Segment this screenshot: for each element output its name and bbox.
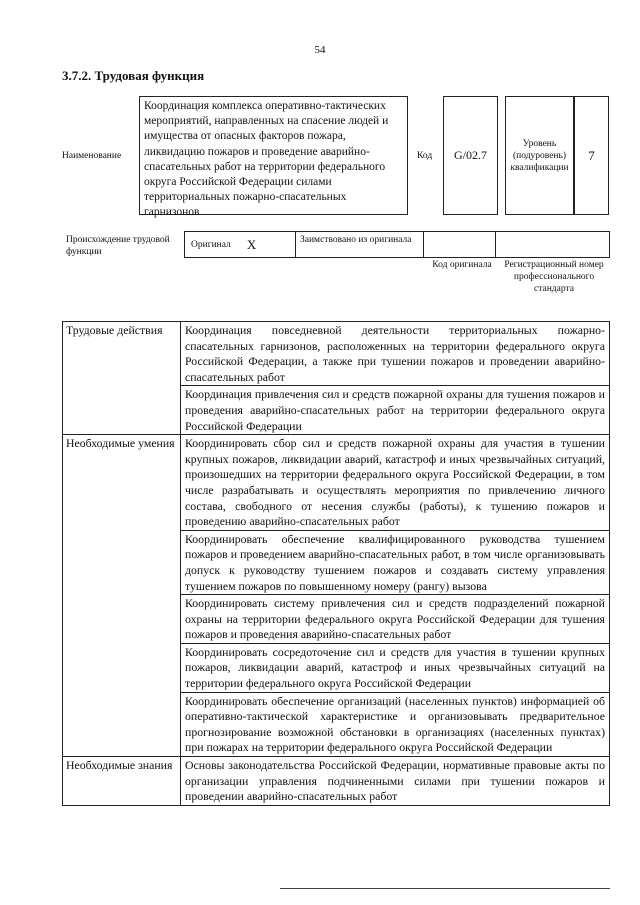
level-label: Уровень (подуровень) квалификации [505, 96, 574, 215]
section-label: Необходимые умения [63, 435, 181, 757]
function-table [62, 321, 610, 806]
table-row [63, 322, 610, 386]
reg-number-caption: Регистрационный номер профессионального стандарта [504, 260, 604, 294]
section-label: Трудовые действия [63, 322, 181, 435]
name-label: Наименование [62, 151, 122, 161]
bottom-rule [280, 888, 610, 889]
origin-label: Происхождение трудовой функции [66, 235, 170, 257]
reg-number-cell [496, 231, 610, 258]
origin-row [184, 231, 610, 258]
original-label: Оригинал [191, 239, 231, 250]
table-row [63, 435, 610, 531]
original-cell [184, 231, 296, 258]
table-cell: Координировать систему привлечения сил и средств подразделений пожарной охраны на территории федерального округа Российской Федерации для тушения пожаров и проведения аварийно-спасательных работ [181, 595, 610, 644]
function-name-box: Координация комплекса оперативно-тактических мероприятий, направленных на спасение людей и имущества от опасных факторов пожара, ликвидацию пожаров и проведение аварийно-спасательных работ на территории федерального округа Российской Федерации силами территориальных пожарно-спасательных гарнизонов [139, 96, 408, 215]
page-number: 54 [314, 44, 326, 56]
table-cell: Координировать обеспечение квалифицированного руководства тушением пожаров и проведением аварийно-спасательных работ, в том числе организовывать допуск к руководству тушением пожаров и создавать систему управления тушением пожаров по повышенному номеру (рангу) вызова [181, 530, 610, 594]
table-row [63, 757, 610, 806]
table-cell: Координация привлечения сил и средств пожарной охраны для тушения пожаров и проведения аварийно-спасательных работ на территории федерального округа Российской Федерации [181, 386, 610, 435]
original-mark: X [246, 236, 257, 252]
code-original-cell [424, 231, 496, 258]
table-cell: Координация повседневной деятельности территориальных пожарно-спасательных гарнизонов, расположенных на территории федерального округа Российской Федерации, а также при тушении пожаров и проведении аварийно-спасательных работ [181, 322, 610, 386]
table-cell: Основы законодательства Российской Федерации, нормативные правовые акты по организации управления подчиненными силами при тушении пожаров и проведении аварийно-спасательных работ [181, 757, 610, 806]
table-cell: Координировать обеспечение организаций (населенных пунктов) информацией об оперативно-тактической характеристике и организовывать предварительное прогнозирование возможной обстановки в организациях (населенных пунктах) при пожарах на территории федерального округа Российской Федерации [181, 692, 610, 756]
code-original-caption: Код оригинала [432, 260, 492, 270]
code-value: G/02.7 [443, 96, 498, 215]
section-label: Необходимые знания [63, 757, 181, 806]
level-value: 7 [574, 96, 609, 215]
table-cell: Координировать сосредоточение сил и средств для участия в тушении крупных пожаров, ликвидации аварий, катастроф и иных чрезвычайных ситуаций на территории федерального округа Российской Федерации [181, 643, 610, 692]
borrowed-label: Заимствовано из оригинала [296, 231, 424, 258]
section-title: 3.7.2. Трудовая функция [62, 68, 205, 83]
table-cell: Координировать сбор сил и средств пожарной охраны для участия в тушении крупных пожаров, ликвидации аварий, катастроф и иных чрезвычайных ситуаций, произошедших на территории федерального округа Российской Федерации, в том числе разрабатывать и осуществлять мероприятия по привлечению личного состава, свободного от несения службы (работы), к тушению пожаров и проведению аварийно-спасательных работ [181, 435, 610, 531]
code-label: Код [417, 151, 433, 161]
